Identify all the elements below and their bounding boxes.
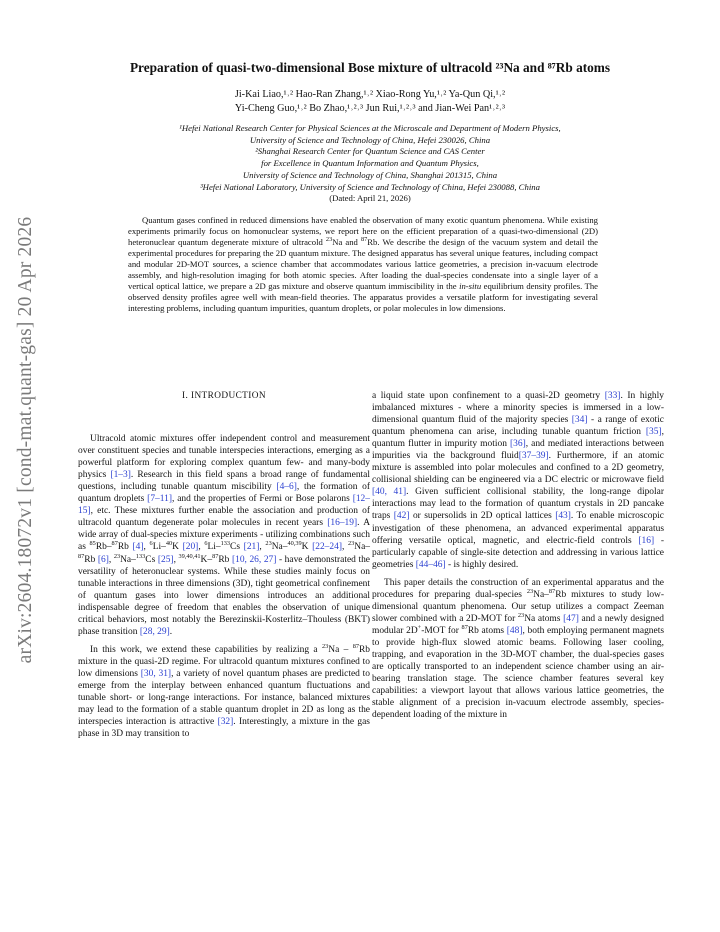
right-column [372, 390, 664, 721]
citation-link[interactable]: [44–46] [415, 559, 446, 570]
left-column [78, 390, 370, 740]
citation-link[interactable]: [40, 41] [372, 487, 407, 498]
superscript: 23 [321, 642, 329, 650]
citation-link[interactable]: [47] [563, 613, 579, 624]
citation-link[interactable]: [1–3] [110, 470, 131, 481]
citation-link[interactable]: [21] [243, 542, 260, 553]
superscript: 133 [220, 540, 231, 548]
citation-link[interactable]: [4–6] [276, 482, 297, 493]
citation-link[interactable]: [25] [157, 554, 174, 565]
abstract: Quantum gases confined in reduced dimensions have enabled the observation of many exotic quantum phenomena. While existing experiments primarily focus on homonuclear systems, we report here on the efficient preparation of a quasi-two-dimensional (2D) heteronuclear quantum degenerate mixture of ultracold $^{23}$Na and $^{87}$Rb. We describe the design of the vacuum system and detail the experimental procedures for preparing the 2D quantum mixture. The designed apparatus has several unique features, including compact and modular 2D-MOT sources, a science chamber that accommodates various lattice geometries, a precision in-vacuum electrode assembly, and high-resolution imaging for both atomic species. After loading the dual-species condensate into a single layer of a vertical optical lattice, we prepare a 2D gas mixture and observe quantum immiscibility in the in-situ equilibrium density profiles. The observed density profiles agree well with mean-field theories. The apparatus provides a versatile platform for investigating several interesting problems, including quantum impurities, quantum droplets, or polar molecules in low dimensions. [128, 215, 599, 314]
affiliation-line: for Excellence in Quantum Information and Quantum Physics, [261, 158, 479, 169]
superscript: 39,40,41 [178, 552, 201, 560]
superscript: 23 [348, 540, 355, 548]
citation-link[interactable]: [37–39] [518, 451, 549, 462]
body-paragraph: This paper details the construction of an experimental apparatus and the procedures for preparing dual-species $^{23}$Na–$^{87}$Rb mixtures to study low-dimensional quantum phenomena. Our setup utilizes a compact Zeeman slower combined with a 2D-MOT for $^{23}$Na atoms [47] and a newly designed modular 2D+-MOT for $^{87}$Rb atoms [48], both employing permanent magnets to provide high-flux slowed atomic beams. Following laser cooling, trapping, and evaporation in the 3D-MOT chamber, the dual-species gases are optically transported to an independent science chamber using an air-bearing translation stage. The science chamber features several key capabilities: a viewport layout that allows various lattice geometries, the stable alignment of a precision in-vacuum electrode assembly, species-dependent loading of the mixture in [372, 577, 664, 721]
affiliations [60, 123, 680, 205]
citation-link[interactable]: [34] [571, 415, 588, 426]
body-paragraph: a liquid state upon confinement to a quasi-2D geometry [33]. In highly imbalanced mixtures - where a minority species is immersed in a low-dimensional quantum fluid of the majority species [34] - a range of exotic quantum phenomena can arise, including tunable quantum friction [35], quantum flutter in impurity motion [36], and mediated interactions between impurities via the background fluid[37–39]. Furthermore, if an atomic mixture is assembled into polar molecules and confined to a 2D geometry, collisional shielding can be engineered via a DC electric or microwave field [40, 41]. Given sufficient collisional stability, the long-range dipolar interactions may lead to the formation of quantum crystals in 2D pancake traps [42] or supersolids in 2D optical lattices [43]. To enable microscopic investigation of these phenomena, an advanced experimental apparatus offering versatile optical, magnetic, and electric-field controls [16] - particularly capable of single-site detection and addressing in various lattice geometries [44–46] - is highly desired. [372, 391, 664, 570]
citation-link[interactable]: [35] [645, 427, 662, 438]
citation-link[interactable]: [33] [604, 391, 621, 401]
superscript: 85 [89, 540, 96, 548]
arxiv-stamp-text: arXiv:2604.18072v1 [cond-mat.quant-gas] 20 Apr 2026 [15, 216, 36, 664]
superscript: 6 [204, 540, 208, 548]
author-list [60, 88, 680, 116]
superscript: 40,39 [287, 540, 302, 548]
superscript: 87 [461, 623, 468, 631]
superscript: 6 [149, 540, 153, 548]
citation-link[interactable]: [16–19] [327, 518, 358, 529]
citation-link[interactable]: [10, 26, 27] [231, 554, 277, 565]
superscript: 87 [352, 642, 359, 650]
citation-link[interactable]: [7–11] [147, 494, 172, 505]
citation-link[interactable]: [16] [638, 535, 655, 546]
citation-link[interactable]: [4] [132, 542, 144, 553]
author-line: Ji-Kai Liao,¹˒² Hao-Ran Zhang,¹˒² Xiao-Rong Yu,¹˒² Ya-Qun Qi,¹˒² [234, 89, 506, 100]
citation-link[interactable]: [43] [555, 511, 571, 522]
superscript: 87 [361, 236, 368, 244]
citation-link[interactable]: [6] [97, 554, 109, 565]
superscript: 87 [78, 552, 85, 560]
body-paragraph: Ultracold atomic mixtures offer independent control and measurement over constituent species and tunable interspecies interactions, emerging as a powerful platform for exploring complex quantum few- and many-body physics [1–3]. Research in this field spans a broad range of fundamental questions, including tunable quantum miscibility [4–6], the formation of quantum droplets [7–11], and the properties of Fermi or Bose polarons [12–15], etc. These mixtures further enable the association and production of ultracold quantum degenerate polar molecules in recent years [16–19]. A wide array of dual-species mixture experiments - utilizing combinations such as $^{85}$Rb–$^{87}$Rb [4], $^6$Li–$^{40}$K [20], $^6$Li–$^{133}$Cs [21], $^{23}$Na–$^{40,39}$K [22–24], $^{23}$Na–$^{87}$Rb [6], $^{23}$Na–$^{133}$Cs [25], $^{39,40,41}$K–$^{87}$Rb [10, 26, 27] - have demonstrated the versatility of heteronuclear systems. While these studies mainly focus on tunable interactions in three dimensions (3D), tight geometrical confinement of quantum gases into lower dimensions introduces an additional indispensable degree of freedom that enables the observation of unique critical behaviors, most notably the Berezinskii-Kosterlitz–Thouless (BKT) phase transition [28, 29]. [78, 434, 371, 637]
citation-link[interactable]: [48] [506, 625, 523, 636]
superscript: 23 [113, 552, 121, 560]
author-line: Yi-Cheng Guo,¹˒² Bo Zhao,¹˒²˒³ Jun Rui,¹˒²˒³ and Jian-Wei Pan¹˒²˒³ [234, 103, 506, 114]
citation-link[interactable]: [22–24] [312, 542, 342, 553]
citation-link[interactable]: [30, 31] [140, 668, 172, 679]
superscript: 133 [135, 552, 146, 560]
body-paragraph: In this work, we extend these capabilities by realizing a $^{23}$Na – $^{87}$Rb mixture in the quasi-2D regime. For ultracold quantum mixtures confined to low dimensions [30, 31], a variety of novel quantum phases are predicted to emerge from the interplay between enhanced quantum fluctuations and tunable short- or long-range interactions. For instance, balanced mixtures may lead to the formation of a stable quantum droplet in 2D as long as the interspecies interaction is attractive [32]. Interestingly, a mixture in the gas phase in 3D may transition to [78, 642, 370, 740]
citation-link[interactable]: [42] [393, 511, 410, 522]
affiliation-line: University of Science and Technology of China, Shanghai 201315, China [242, 169, 498, 180]
citation-link[interactable]: [12–15] [78, 494, 370, 517]
italic-text: in-situ [459, 281, 482, 292]
section-heading: I. INTRODUCTION [182, 391, 266, 401]
superscript: 23 [517, 611, 525, 619]
paper-title: Preparation of quasi-two-dimensional Bose mixture of ultracold ²³Na and ⁸⁷Rb atoms [129, 60, 611, 75]
affiliation-line: ¹Hefei National Research Center for Physical Sciences at the Microscale and Department of Modern Physics, [179, 123, 561, 133]
superscript: 87 [212, 552, 219, 560]
superscript: 23 [325, 236, 333, 244]
superscript: 23 [265, 540, 272, 548]
superscript: 87 [111, 540, 118, 548]
affiliation-line: University of Science and Technology of China, Hefei 230026, China [249, 134, 491, 145]
superscript: 87 [548, 587, 556, 595]
affiliation-line: ³Hefei National Laboratory, University of Science and Technology of China, Hefei 230088, China [200, 181, 540, 192]
arxiv-stamp [6, 205, 46, 675]
citation-link[interactable]: [32] [217, 717, 234, 728]
superscript: 23 [526, 587, 534, 595]
superscript: 40 [165, 540, 173, 548]
citation-link[interactable]: [36] [509, 439, 526, 450]
citation-link[interactable]: [28, 29] [139, 626, 170, 637]
superscript: + [417, 623, 422, 631]
date-line: (Dated: April 21, 2026) [329, 193, 411, 204]
citation-link[interactable]: [20] [182, 542, 199, 553]
affiliation-line: ²Shanghai Research Center for Quantum Science and CAS Center [255, 146, 485, 157]
